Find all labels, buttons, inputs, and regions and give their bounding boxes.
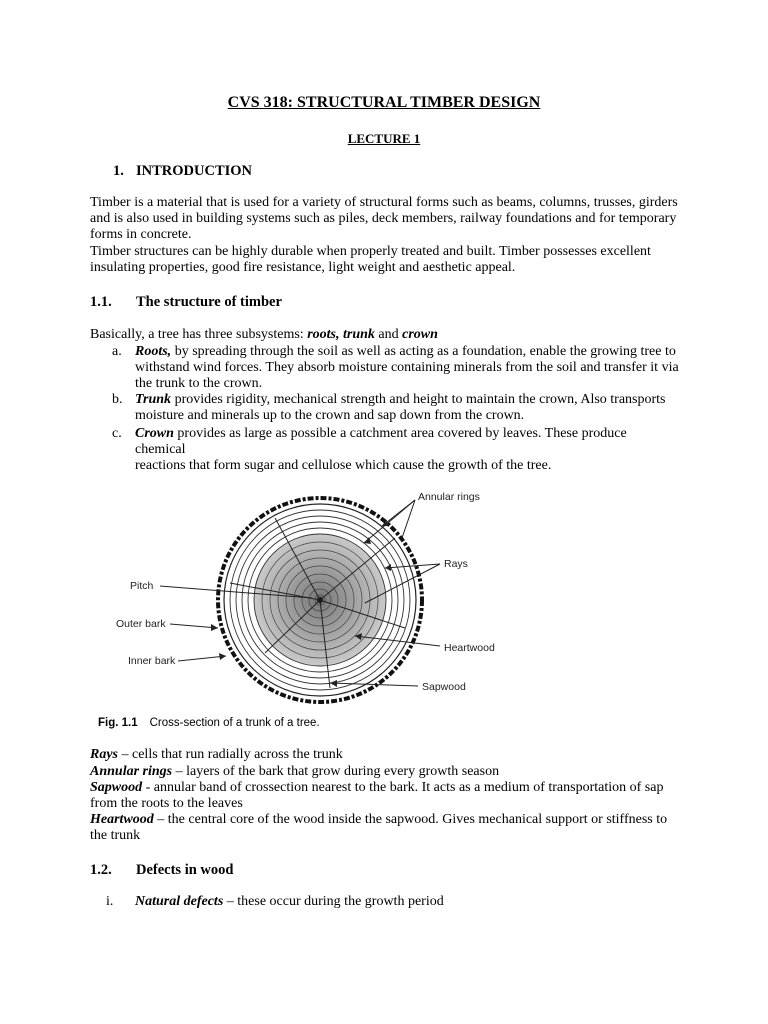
list-marker: i.	[106, 894, 114, 909]
definition-heartwood	[90, 812, 680, 844]
term-trunk: Trunk	[135, 392, 172, 407]
lecture-label: LECTURE 1	[347, 131, 421, 146]
page-title: CVS 318: STRUCTURAL TIMBER DESIGN	[227, 94, 541, 111]
list-marker: c.	[112, 426, 122, 441]
definition-rays	[90, 747, 680, 763]
term-roots: Roots,	[135, 344, 172, 359]
text-line: Timber structures can be highly durable when properly treated and built. Timber possesses excellent	[90, 244, 651, 259]
subsystems-lead	[90, 327, 680, 343]
arrowhead	[211, 624, 218, 631]
label-inner-bark: Inner bark	[128, 655, 176, 667]
text-line: withstand wind forces. They absorb moisture containing minerals from the soil and transfer it via	[135, 360, 679, 375]
intro-paragraph-1	[90, 195, 680, 243]
label-outer-bark: Outer bark	[116, 618, 166, 630]
list-marker: b.	[112, 392, 123, 407]
label-pitch: Pitch	[130, 580, 154, 592]
list-marker: a.	[112, 344, 122, 359]
section-1-2-heading: Defects in wood	[136, 862, 234, 878]
def-term: Sapwood	[90, 780, 143, 795]
def-text: from the roots to the leaves	[90, 796, 243, 811]
intro-number: 1.	[113, 163, 124, 179]
lead-bold-2: crown	[402, 327, 438, 342]
figure-caption	[98, 715, 320, 731]
def-text: – layers of the bark that grow during every growth season	[172, 764, 500, 779]
text-line: the trunk to the crown.	[135, 376, 263, 391]
def-term: Heartwood	[90, 812, 154, 827]
section-1-1-number: 1.1.	[90, 294, 112, 310]
def-text: – cells that run radially across the trunk	[118, 747, 343, 762]
text-line: provides rigidity, mechanical strength and height to maintain the crown, Also transports	[171, 392, 666, 407]
list-item-trunk	[90, 392, 680, 424]
lead-and: and	[374, 327, 403, 342]
intro-paragraph-2	[90, 244, 680, 276]
list-item-natural-defects	[90, 894, 680, 910]
label-rays: Rays	[444, 558, 468, 570]
label-sapwood: Sapwood	[422, 681, 466, 693]
list-item-crown	[90, 426, 680, 474]
def-term: Annular rings	[90, 764, 173, 779]
text-line: moisture and minerals up to the crown and sap down from the crown.	[135, 408, 525, 423]
text-line: forms in concrete.	[90, 227, 192, 242]
term-crown: Crown	[135, 426, 174, 441]
figure-number: Fig. 1.1	[98, 717, 138, 729]
text-line: insulating properties, good fire resistance, light weight and aesthetic appeal.	[90, 260, 516, 275]
figure-caption-text: Cross-section of a trunk of a tree.	[149, 717, 320, 729]
text-line: – these occur during the growth period	[223, 894, 444, 909]
definition-sapwood	[90, 780, 680, 812]
def-term: Rays	[90, 747, 118, 762]
text-line: provides as large as possible a catchment area covered by leaves. These produce chemical	[135, 426, 627, 457]
text-line: Timber is a material that is used for a variety of structural forms such as beams, columns, trusses, girders	[90, 195, 678, 210]
label-heartwood: Heartwood	[444, 642, 495, 654]
intro-heading: INTRODUCTION	[136, 163, 253, 179]
section-1-1-heading: The structure of timber	[136, 294, 282, 310]
definition-annular-rings	[90, 764, 680, 780]
arrowhead	[219, 653, 226, 660]
term-natural-defects: Natural defects	[135, 894, 224, 909]
lead-bold-1: roots, trunk	[307, 327, 375, 342]
text-line: by spreading through the soil as well as acting as a foundation, enable the growing tree to	[171, 344, 676, 359]
list-item-roots	[90, 344, 680, 392]
text-line: and is also used in building systems such as piles, deck members, railway foundations and for temporary	[90, 211, 677, 226]
def-text: - annular band of crossection nearest to the bark. It acts as a medium of transportation of sap	[142, 780, 664, 795]
lead-text: Basically, a tree has three subsystems:	[90, 327, 308, 342]
def-text: – the central core of the wood inside the sapwood. Gives mechanical support or stiffness to	[153, 812, 668, 827]
trunk-cross-section-figure	[90, 478, 520, 738]
text-line: reactions that form sugar and cellulose which cause the growth of the tree.	[135, 458, 552, 473]
label-annular-rings: Annular rings	[418, 491, 480, 503]
def-text: the trunk	[90, 828, 141, 843]
section-1-2-number: 1.2.	[90, 862, 112, 878]
